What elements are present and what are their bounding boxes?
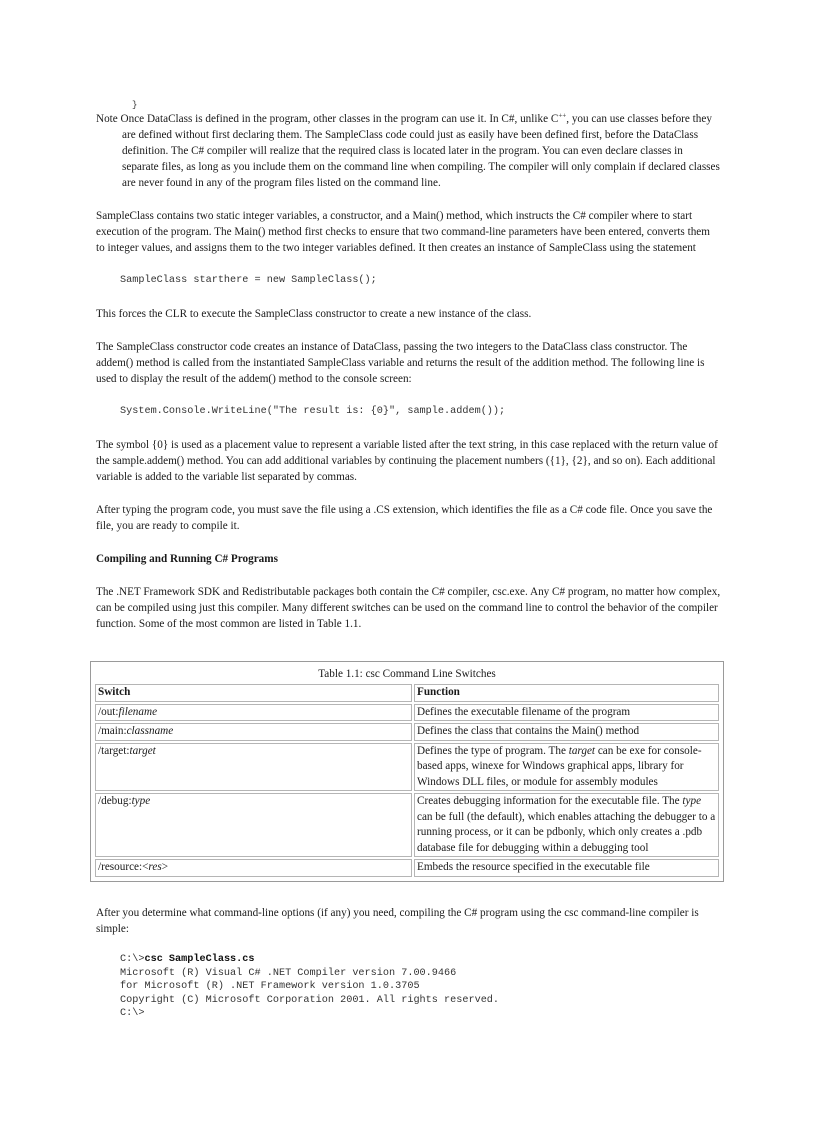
- switch-cell: [95, 793, 412, 857]
- compile-command-line: [120, 953, 721, 967]
- note-text-2: , you can use classes before they are defined without first declaring them. The SampleClass code could just as easily have been defined first, before the DataClass definition. The C# compiler will realize that the required class is located later in the program. You can even declare classes in separate files, as long as you include them on the command line when compiling. The compiler will only complain if declared classes are never found in any of the program files listed on the command line.: [122, 113, 720, 189]
- note-superscript: ++: [558, 111, 567, 120]
- paragraph-save: After typing the program code, you must save the file using a .CS extension, which identifies the file as a C# code file. Once you save the file, you are ready to compile it.: [96, 504, 713, 532]
- table-row: [95, 793, 719, 857]
- switch-cell: [95, 743, 412, 792]
- document-page-lower: [96, 905, 721, 1021]
- paragraph-placement: The symbol {0} is used as a placement value to represent a variable listed after the text string, in this case replaced with the return value of the sample.addem() method. You can add additional variables by continuing the placement numbers ({1}, {2}, and so on). Each additional variable is added to the variable list separated by commas.: [96, 439, 718, 483]
- paragraph-sampleclass: SampleClass contains two static integer variables, a constructor, and a Main() method, which instructs the C# compiler where to start execution of the program. The Main() method first checks to ensure that two command-line parameters have been entered, converts them to integer values, and assigns them to the two integer variables defined. It then creates an instance of SampleClass using the statement: [96, 210, 710, 254]
- function-cell: Defines the class that contains the Main() method: [414, 723, 719, 741]
- paragraph-compiler: The .NET Framework SDK and Redistributable packages both contain the C# compiler, csc.exe. Any C# program, no matter how complex, can be compiled using just this compiler. Many different switches can be used on the command line to control the behavior of the compiler function. Some of the most common are listed in Table 1.1.: [96, 586, 721, 630]
- switch-cell: [95, 859, 412, 877]
- function-italic: target: [568, 744, 596, 757]
- switch-arg: filename: [118, 705, 158, 718]
- section-heading: Compiling and Running C# Programs: [96, 553, 278, 565]
- code-writeline: System.Console.WriteLine("The result is: {0}", sample.addem());: [120, 406, 506, 417]
- function-text: can be full (the default), which enables attaching the debugger to a running process, or it can be pdbonly, which only creates a .pdb database file for debugging within a debugging tool: [417, 810, 716, 854]
- switch-arg: type: [131, 795, 151, 807]
- function-cell: [414, 793, 719, 857]
- note-paragraph: [96, 111, 721, 191]
- note-text-1: Once DataClass is defined in the program, other classes in the program can use it. In C#, unlike C: [120, 113, 559, 125]
- function-cell: [414, 743, 719, 792]
- table-row: [95, 723, 719, 741]
- table-row: [95, 743, 719, 792]
- switch-cell: [95, 704, 412, 722]
- function-text: Defines the type of program. The: [417, 744, 569, 757]
- switch-prefix: /main:: [98, 725, 127, 737]
- note-label: Note: [96, 113, 118, 125]
- output-line: Copyright (C) Microsoft Corporation 2001. All rights reserved.: [120, 994, 500, 1006]
- switches-table-frame: [90, 661, 724, 882]
- function-cell: Defines the executable filename of the program: [414, 704, 719, 722]
- compile-output: [120, 953, 721, 1021]
- switch-prefix: /out:: [98, 705, 119, 718]
- output-line: for Microsoft (R) .NET Framework version 1.0.3705: [120, 981, 420, 992]
- header-function: Function: [414, 684, 719, 702]
- switch-prefix: /resource:<: [98, 861, 149, 873]
- compile-command: csc SampleClass.cs: [144, 954, 255, 965]
- closing-brace: }: [132, 100, 138, 110]
- header-switch: Switch: [95, 684, 412, 702]
- code-starthere: SampleClass starthere = new SampleClass();: [120, 275, 377, 286]
- switch-arg: target: [129, 744, 156, 757]
- function-cell: Embeds the resource specified in the executable file: [414, 859, 719, 877]
- output-line: Microsoft (R) Visual C# .NET Compiler version 7.00.9466: [120, 967, 457, 979]
- switch-arg: classname: [126, 725, 174, 737]
- document-page: [96, 100, 721, 632]
- switches-table: [93, 664, 721, 879]
- table-caption: Table 1.1: csc Command Line Switches: [318, 668, 496, 680]
- switch-cell: [95, 723, 412, 741]
- table-row: [95, 859, 719, 877]
- table-header-row: [95, 684, 719, 702]
- function-italic: type: [682, 795, 702, 807]
- function-text: Creates debugging information for the executable file. The: [417, 795, 683, 807]
- switch-arg: res: [148, 861, 162, 873]
- prompt: C:\>: [120, 954, 145, 965]
- paragraph-constructor: The SampleClass constructor code creates an instance of DataClass, passing the two integers to the DataClass class constructor. The addem() method is called from the instantiated SampleClass variable and returns the result of the addition method. The following line is used to display the result of the addem() method to the console screen:: [96, 341, 705, 385]
- paragraph-determine: After you determine what command-line options (if any) you need, compiling the C# program using the csc command-line compiler is simple:: [96, 907, 699, 935]
- switch-suffix: >: [161, 861, 168, 873]
- function-text: can be exe for console-based apps, winexe for Windows graphical apps, library for Windows DLL files, or module for assembly modules: [417, 744, 702, 788]
- paragraph-clr: This forces the CLR to execute the SampleClass constructor to create a new instance of the class.: [96, 308, 532, 320]
- switch-prefix: /debug:: [98, 795, 132, 807]
- switch-prefix: /target:: [98, 744, 130, 757]
- output-line: C:\>: [120, 1008, 145, 1019]
- table-row: [95, 704, 719, 722]
